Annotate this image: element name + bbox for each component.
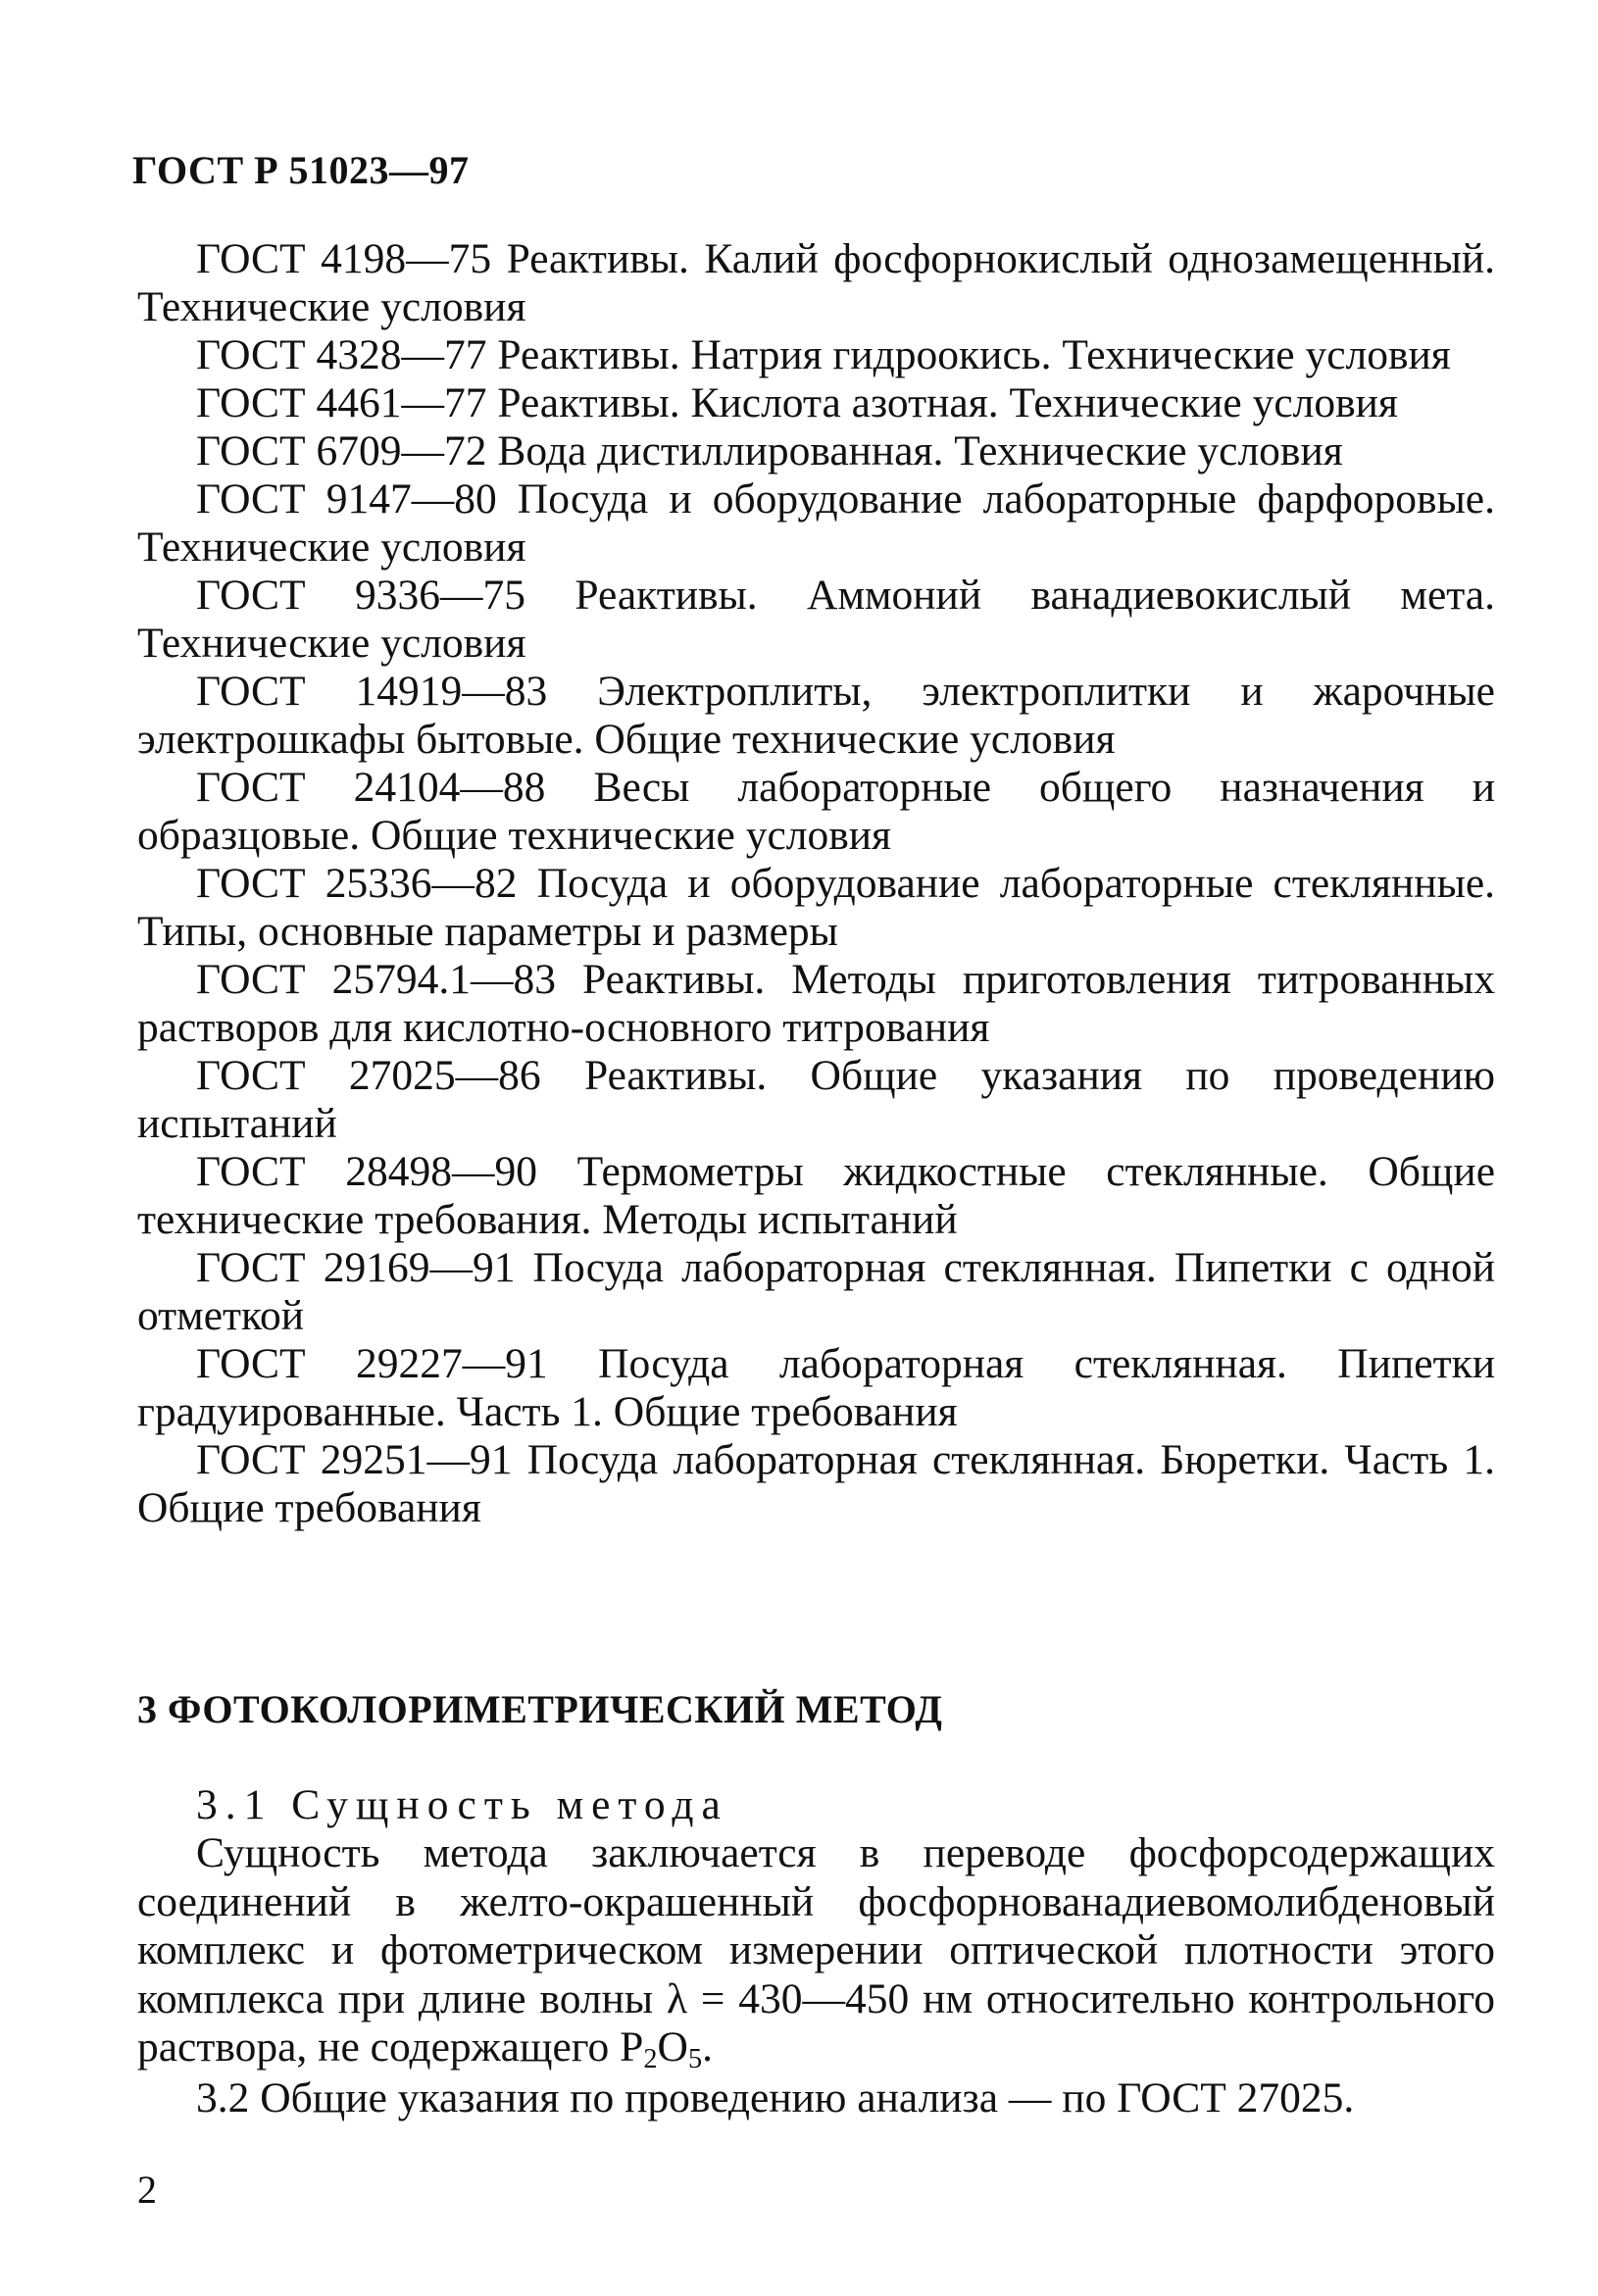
method-description-paragraph [137,1829,1495,2075]
formula-oxygen: O [657,2023,688,2071]
general-instructions-paragraph: 3.2 Общие указания по проведению анализа — по ГОСТ 27025. [196,2074,1355,2121]
page-number: 2 [137,2168,157,2212]
reference-item: ГОСТ 29227—91 Посуда лабораторная стеклянная. Пипетки градуированные. Часть 1. Общие требования [137,1340,1495,1435]
reference-item: ГОСТ 24104—88 Весы лабораторные общего назначения и образцовые. Общие технические условия [137,764,1495,859]
reference-item: ГОСТ 29251—91 Посуда лабораторная стеклянная. Бюретки. Часть 1. Общие требования [137,1436,1495,1531]
reference-item: ГОСТ 4198—75 Реактивы. Калий фосфорнокислый однозамещенный. Технические условия [137,235,1495,330]
reference-item: ГОСТ 14919—83 Электроплиты, электроплитки и жарочные электрошкафы бытовые. Общие технические условия [137,668,1495,763]
reference-item: ГОСТ 4328—77 Реактивы. Натрия гидроокись. Технические условия [196,331,1451,378]
section-title: 3 ФОТОКОЛОРИМЕТРИЧЕСКИЙ МЕТОД [137,1687,943,1731]
reference-item: ГОСТ 9336—75 Реактивы. Аммоний ванадиевокислый мета. Технические условия [137,572,1495,667]
normative-references-list [137,235,1495,1532]
reference-item: ГОСТ 6709—72 Вода дистиллированная. Технические условия [196,427,1343,474]
formula-subscript-5: 5 [687,2044,703,2075]
method-description-text: Сущность метода заключается в переводе фосфорсодержащих соединений в желто-окрашенный фосфорнованадиевомолибденовый комплекс и фотометрическом измерении оптической плотности этого комплекса при длине волны λ = 430—450 нм относительно контрольного раствора, не содержащего P [137,1829,1495,2071]
formula-period: . [702,2023,713,2071]
reference-item: ГОСТ 28498—90 Термометры жидкостные стеклянные. Общие технические требования. Методы испытаний [137,1148,1495,1243]
reference-item: ГОСТ 4461—77 Реактивы. Кислота азотная. Технические условия [196,379,1398,426]
formula-subscript-2: 2 [643,2044,658,2075]
reference-item: ГОСТ 9147—80 Посуда и оборудование лабораторные фарфоровые. Технические условия [137,475,1495,571]
reference-item: ГОСТ 27025—86 Реактивы. Общие указания по проведению испытаний [137,1052,1495,1147]
reference-item: ГОСТ 29169—91 Посуда лабораторная стеклянная. Пипетки с одной отметкой [137,1244,1495,1339]
reference-item: ГОСТ 25794.1—83 Реактивы. Методы приготовления титрованных растворов для кислотно-основного титрования [137,956,1495,1051]
reference-item: ГОСТ 25336—82 Посуда и оборудование лабораторные стеклянные. Типы, основные параметры и размеры [137,860,1495,955]
document-header: ГОСТ Р 51023—97 [132,148,470,192]
subsection-title: 3.1 Сущность метода [196,1781,728,1828]
